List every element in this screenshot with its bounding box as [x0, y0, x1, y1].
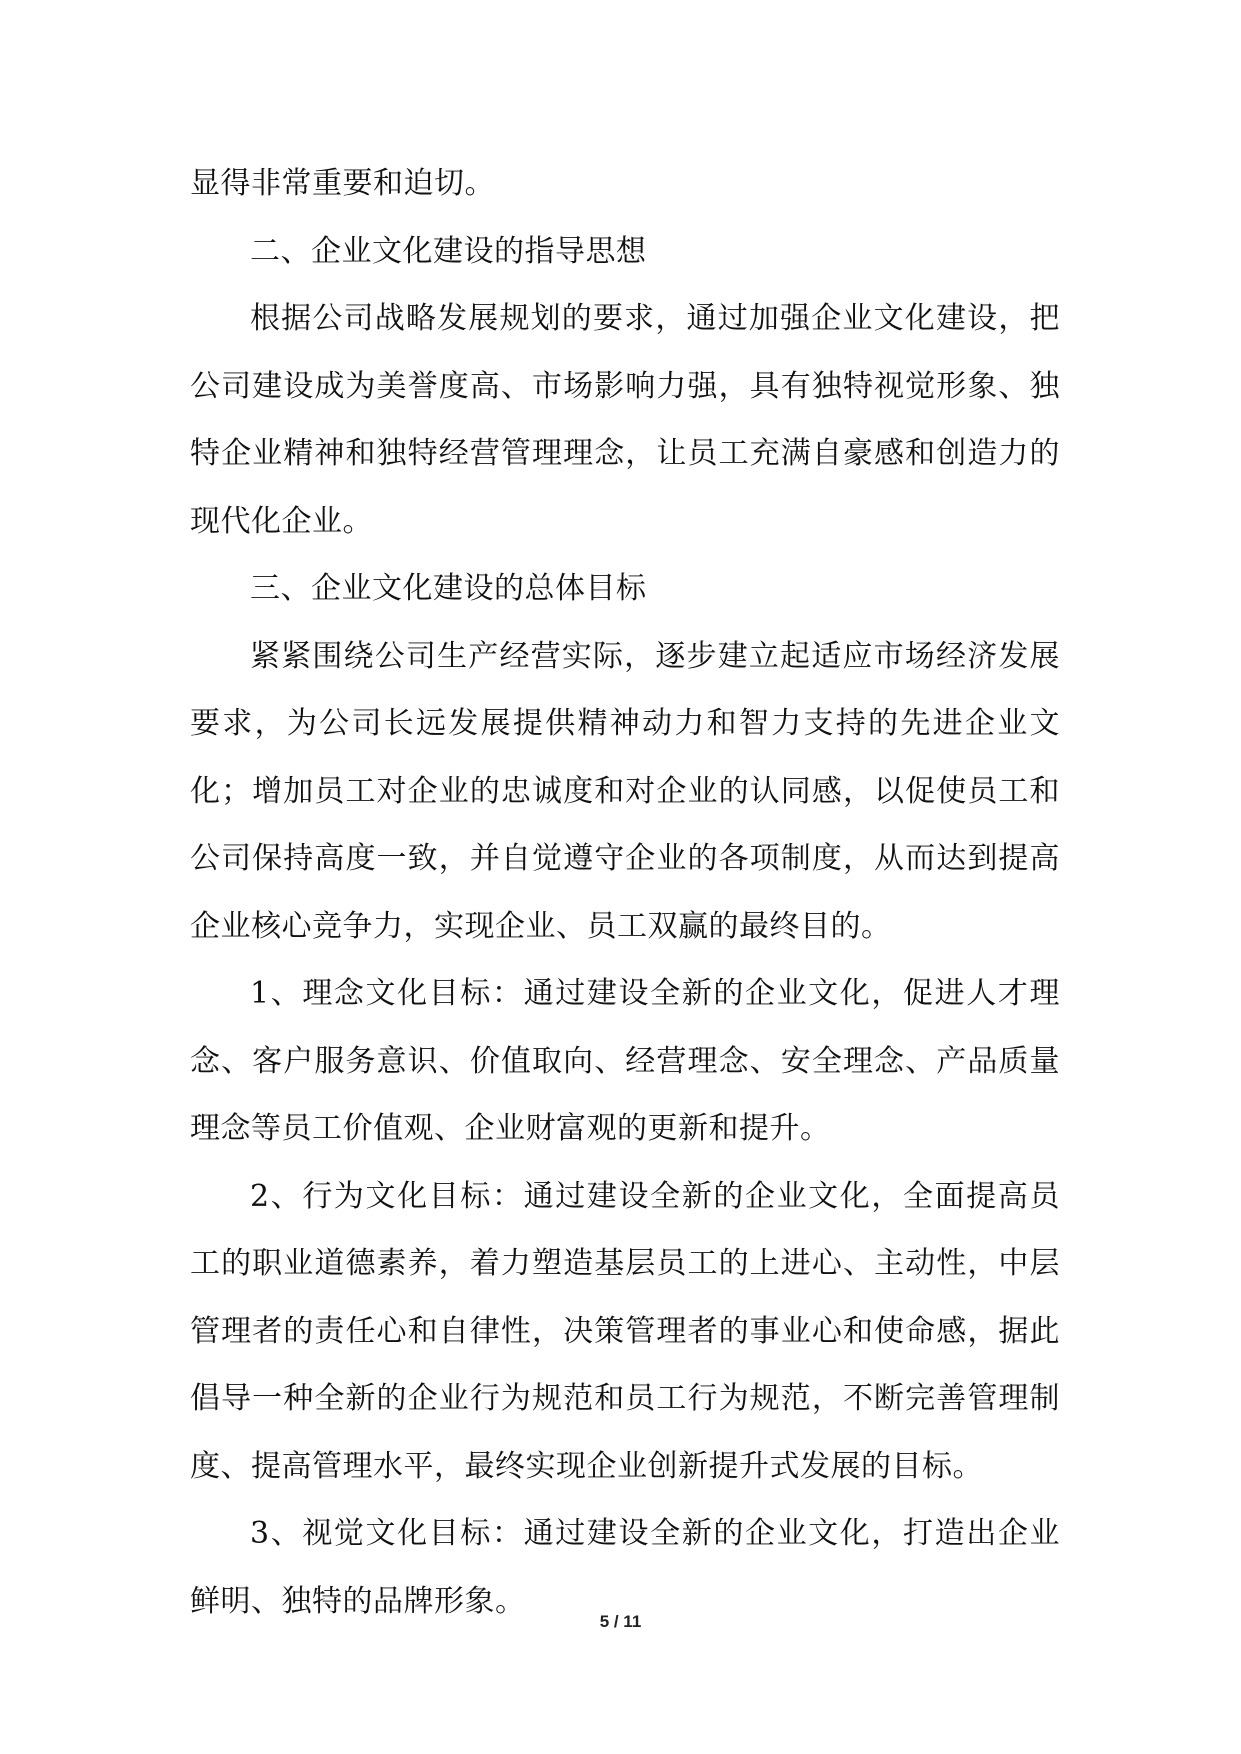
paragraph-visual-culture-goal: 3、视觉文化目标：通过建设全新的企业文化，打造出企业鲜明、独特的品牌形象。	[190, 1516, 1060, 1619]
page-number: 5 / 11	[599, 1612, 642, 1631]
document-body	[190, 150, 1060, 1635]
paragraph-overall-goals: 紧紧围绕公司生产经营实际，逐步建立起适应市场经济发展要求，为公司长远发展提供精神动力和智力支持的先进企业文化；增加员工对企业的忠诚度和对企业的认同感，以促使员工和公司保持高度一致，并自觉遵守企业的各项制度，从而达到提高企业核心竞争力，实现企业、员工双赢的最终目的。	[190, 638, 1060, 944]
paragraph-continuation: 显得非常重要和迫切。	[190, 166, 495, 201]
paragraph-guiding-ideology: 根据公司战略发展规划的要求，通过加强企业文化建设，把公司建设成为美誉度高、市场影响力强，具有独特视觉形象、独特企业精神和独特经营管理理念，让员工充满自豪感和创造力的现代化企业。	[190, 301, 1060, 539]
paragraph-behavior-culture-goal: 2、行为文化目标：通过建设全新的企业文化，全面提高员工的职业道德素养，着力塑造基层员工的上进心、主动性，中层管理者的责任心和自律性，决策管理者的事业心和使命感，据此倡导一种全新的企业行为规范和员工行为规范，不断完善管理制度、提高管理水平，最终实现企业创新提升式发展的目标。	[190, 1178, 1060, 1484]
section-heading-guiding-ideology: 二、企业文化建设的指导思想	[250, 233, 647, 269]
paragraph-concept-culture-goal: 1、理念文化目标：通过建设全新的企业文化，促进人才理念、客户服务意识、价值取向、经营理念、安全理念、产品质量理念等员工价值观、企业财富观的更新和提升。	[190, 976, 1060, 1146]
section-heading-overall-goals: 三、企业文化建设的总体目标	[250, 571, 647, 606]
